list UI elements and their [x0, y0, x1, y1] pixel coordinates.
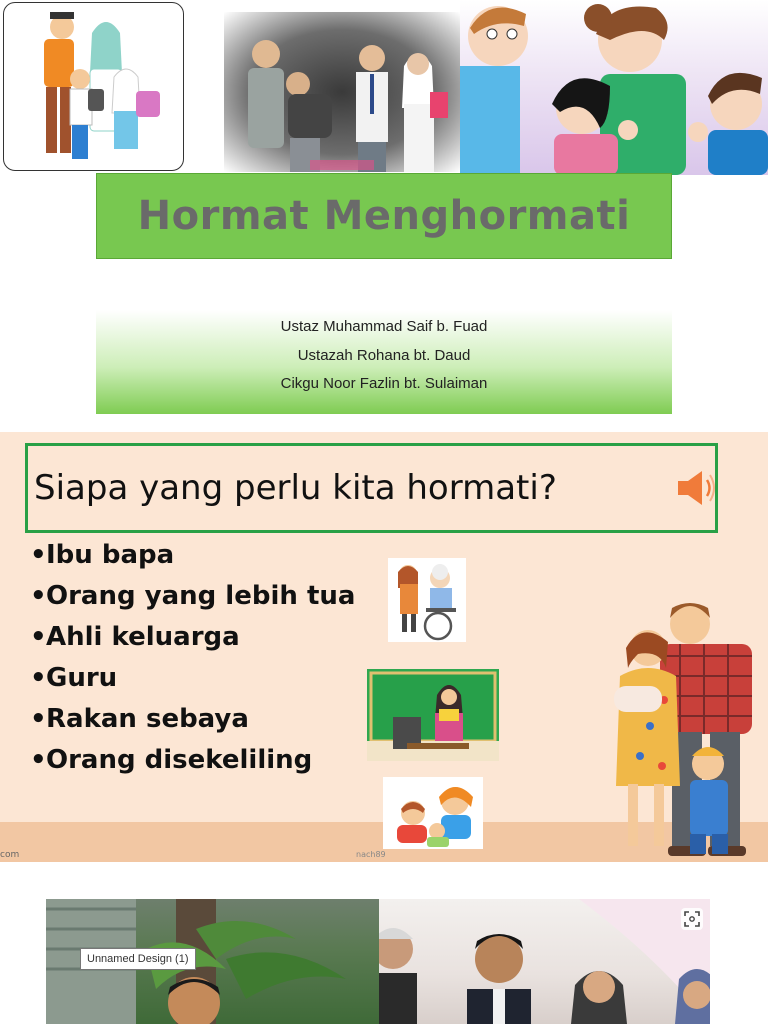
author-name: Cikgu Noor Fazlin bt. Sulaiman: [280, 375, 488, 392]
speaker-icon[interactable]: [676, 468, 718, 508]
family-illustration: [590, 596, 768, 862]
list-item: •Rakan sebaya: [30, 704, 249, 734]
design-name-tooltip: Unnamed Design (1): [80, 948, 196, 970]
author-name: Ustazah Rohana bt. Daud: [297, 346, 471, 364]
elder-wheelchair-image: [388, 558, 466, 642]
children-greeting-cartoon: [460, 0, 768, 175]
question-banner: [25, 443, 718, 533]
friends-playing-image: [383, 777, 483, 849]
author-name: Ustaz Muhammad Saif b. Fuad: [280, 318, 488, 335]
list-item: •Ibu bapa: [30, 540, 175, 570]
slide-who-to-respect: [0, 432, 768, 862]
list-item: •Orang disekeliling: [30, 745, 313, 775]
list-item: •Ahli keluarga: [30, 622, 240, 652]
question-text: Siapa yang perlu kita hormati?: [34, 468, 557, 508]
list-item: •Orang yang lebih tua: [30, 581, 356, 611]
watermark-text: nach89: [356, 850, 386, 859]
watermark-text: com: [0, 850, 20, 860]
students-greeting-photo: [224, 12, 460, 172]
respect-list: [30, 540, 360, 786]
indoor-group-photo: [379, 899, 710, 1024]
family-cartoon-image: [3, 2, 184, 171]
slide-title: [0, 0, 768, 425]
title-banner: [96, 173, 672, 259]
author-list: [96, 310, 672, 414]
focus-frame-icon[interactable]: [681, 908, 703, 930]
slide-title-text: Hormat Menghormati: [137, 193, 631, 239]
teacher-classroom-image: [367, 669, 499, 761]
list-item: •Guru: [30, 663, 118, 693]
